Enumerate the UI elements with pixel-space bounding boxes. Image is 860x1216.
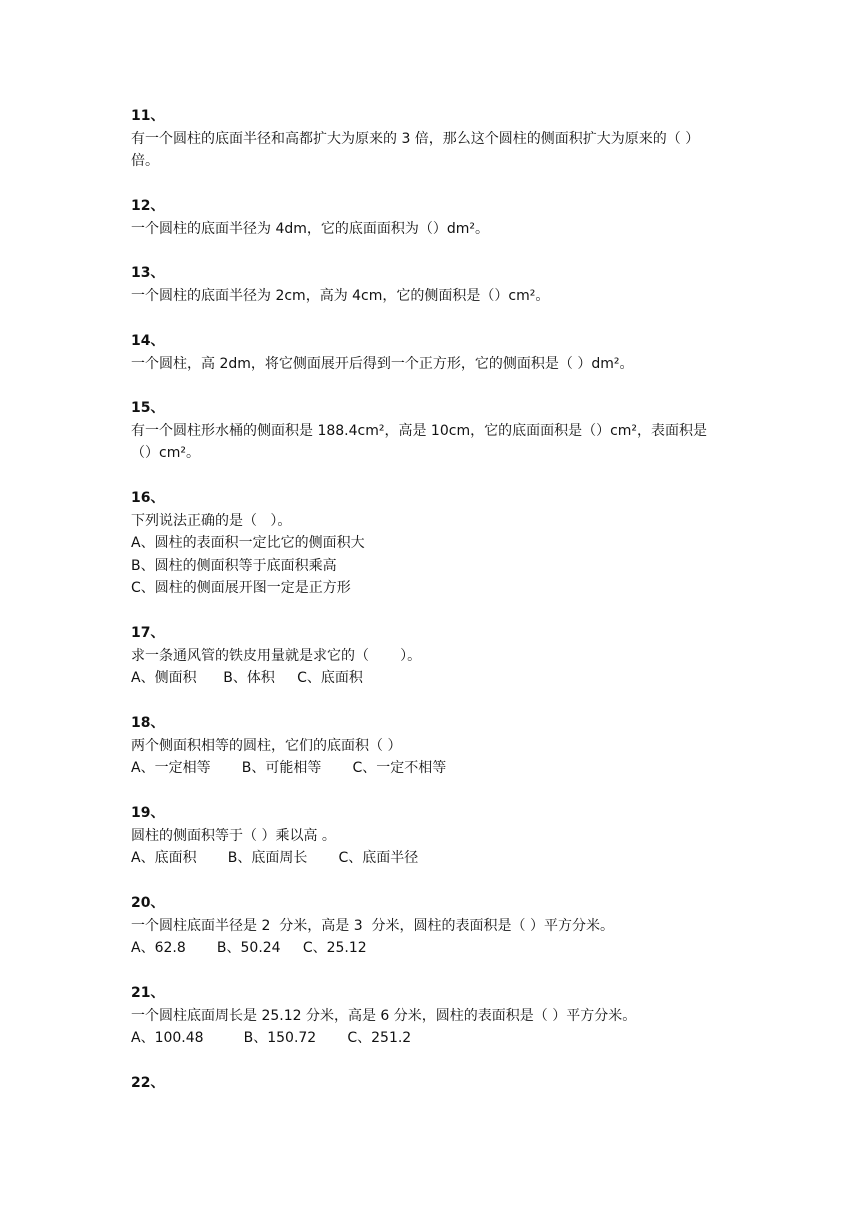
question-11: [131, 105, 741, 173]
question-number: 15、: [131, 400, 165, 416]
question-number: 22、: [131, 1075, 165, 1091]
options-line: A、底面积 B、底面周长 C、底面半径: [131, 850, 419, 866]
question-text-line: 倍。: [131, 153, 159, 169]
question-number: 18、: [131, 715, 165, 731]
question-text-line: 下列说法正确的是（ ）。: [131, 512, 292, 529]
question-text-line: 求一条通风管的铁皮用量就是求它的（ ）。: [131, 647, 422, 664]
question-text-line: （）cm²。: [131, 445, 200, 461]
options-line: A、一定相等 B、可能相等 C、一定不相等: [131, 760, 447, 776]
question-text-line: 圆柱的侧面积等于（ ）乘以高 。: [131, 827, 336, 844]
question-21: [131, 982, 741, 1050]
question-text-line: 一个圆柱的底面半径为 4dm，它的底面面积为（）dm²。: [131, 220, 490, 237]
question-number: 16、: [131, 490, 165, 506]
question-22: [131, 1072, 741, 1095]
question-number: 12、: [131, 198, 165, 214]
question-16: [131, 487, 741, 600]
option-a: A、圆柱的表面积一定比它的侧面积大: [131, 535, 365, 551]
question-20: [131, 892, 741, 960]
options-line: A、100.48 B、150.72 C、251.2: [131, 1030, 412, 1046]
question-number: 20、: [131, 895, 165, 911]
question-text-line: 一个圆柱底面半径是 2 分米，高是 3 分米，圆柱的表面积是（ ）平方分米。: [131, 917, 614, 934]
question-18: [131, 712, 741, 780]
question-number: 11、: [131, 108, 165, 124]
question-13: [131, 262, 741, 307]
question-14: [131, 330, 741, 375]
options-line: A、侧面积 B、体积 C、底面积: [131, 670, 363, 686]
question-15: [131, 397, 741, 465]
option-c: C、圆柱的侧面展开图一定是正方形: [131, 580, 351, 596]
question-number: 14、: [131, 333, 165, 349]
option-b: B、圆柱的侧面积等于底面积乘高: [131, 557, 337, 574]
question-19: [131, 802, 741, 870]
question-17: [131, 622, 741, 690]
question-text-line: 两个侧面积相等的圆柱，它们的底面积（ ）: [131, 737, 402, 754]
question-text-line: 有一个圆柱的底面半径和高都扩大为原来的 3 倍，那么这个圆柱的侧面积扩大为原来的（ ）: [131, 130, 700, 147]
question-text-line: 一个圆柱底面周长是 25.12 分米，高是 6 分米，圆柱的表面积是（ ）平方分米。: [131, 1007, 637, 1024]
question-text-line: 一个圆柱，高 2dm，将它侧面展开后得到一个正方形，它的侧面积是（ ）dm²。: [131, 355, 634, 372]
question-text-line: 一个圆柱的底面半径为 2cm，高为 4cm，它的侧面积是（）cm²。: [131, 287, 550, 304]
options-line: A、62.8 B、50.24 C、25.12: [131, 940, 367, 956]
question-text-line: 有一个圆柱形水桶的侧面积是 188.4cm²，高是 10cm，它的底面面积是（）cm²，表面积是: [131, 422, 708, 439]
question-number: 13、: [131, 265, 165, 281]
question-number: 21、: [131, 985, 165, 1001]
question-number: 17、: [131, 625, 165, 641]
question-12: [131, 195, 741, 240]
question-number: 19、: [131, 805, 165, 821]
